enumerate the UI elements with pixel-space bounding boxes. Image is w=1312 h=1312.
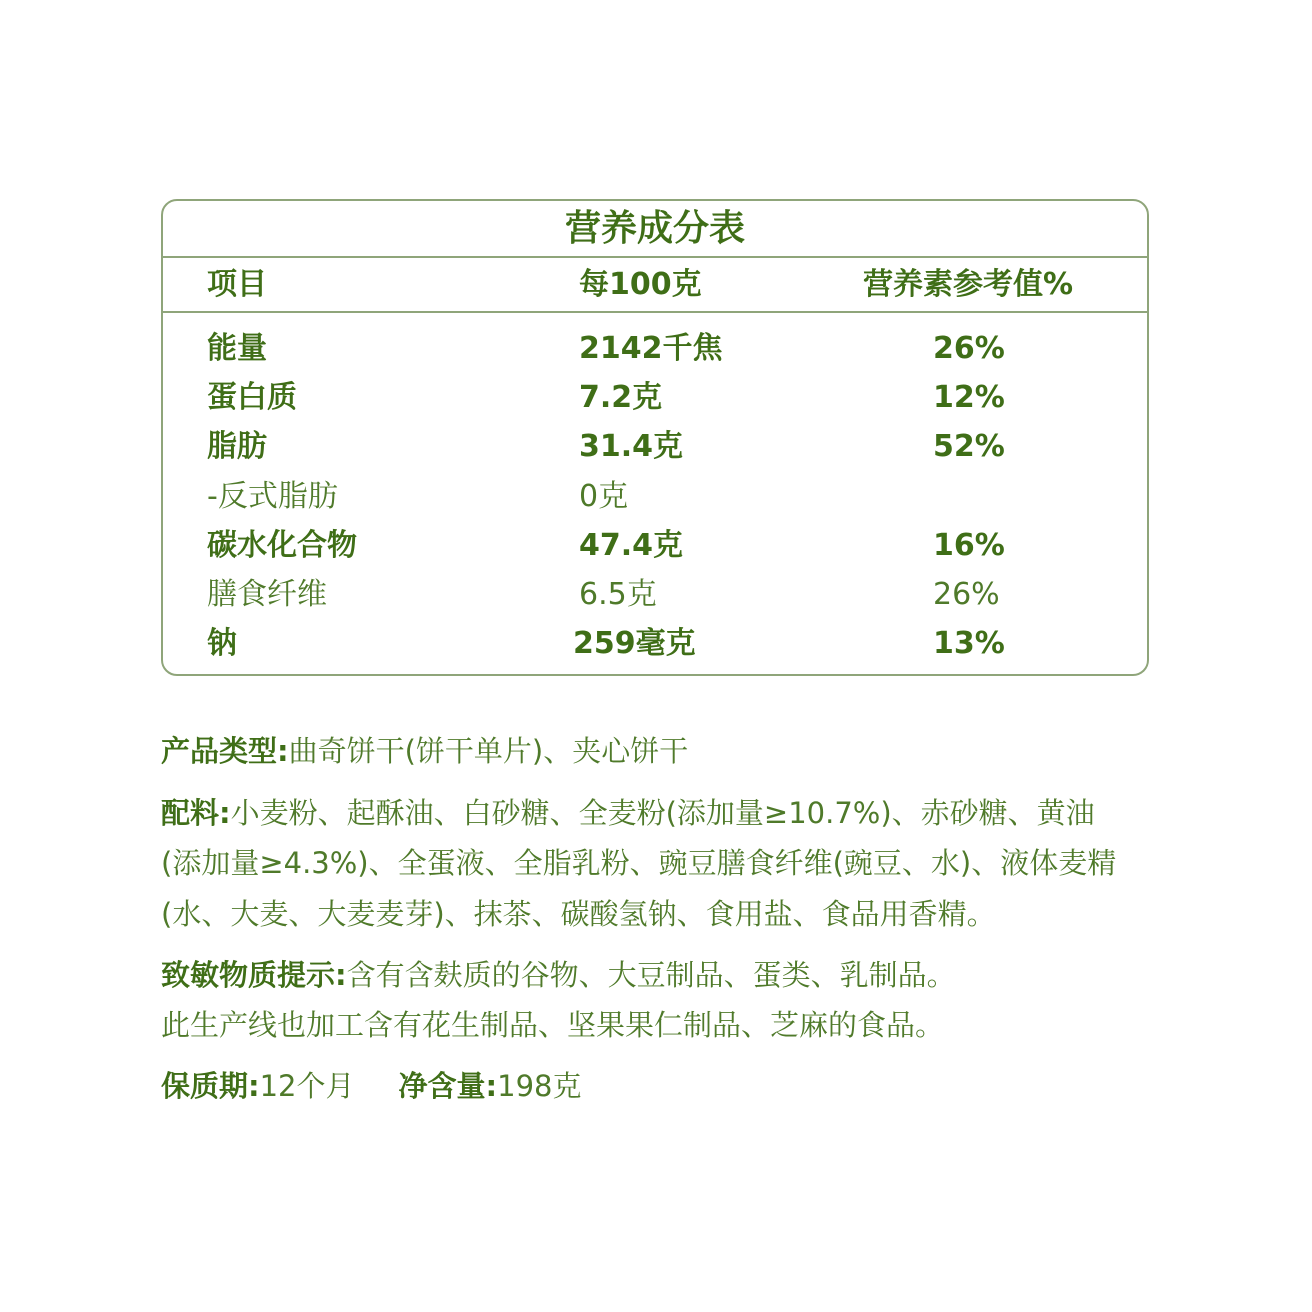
row-item: 膳食纤维	[207, 577, 327, 612]
product-type-line	[161, 731, 688, 771]
ingredients-label: 配料:	[161, 796, 231, 830]
header-nrv: 营养素参考值%	[863, 267, 1074, 302]
table-row	[163, 477, 1147, 517]
allergen-text: 含有含麸质的谷物、大豆制品、蛋类、乳制品。	[346, 958, 956, 992]
nutrition-facts-table	[161, 199, 1149, 676]
allergen-text: 此生产线也加工含有花生制品、坚果果仁制品、芝麻的食品。	[161, 1008, 945, 1042]
ingredients-line-2	[161, 843, 1116, 883]
header-item: 项目	[207, 267, 267, 302]
row-item: 蛋白质	[207, 380, 297, 415]
product-type-value: 曲奇饼干(饼干单片)、夹心饼干	[288, 734, 689, 768]
row-value: 7.2克	[579, 380, 663, 415]
row-nrv: 16%	[933, 528, 1005, 563]
shelf-life-line	[161, 1066, 581, 1106]
ingredients-line-1	[161, 793, 1095, 833]
row-value: 0克	[579, 479, 629, 514]
ingredients-line-3	[161, 894, 996, 934]
row-item: 能量	[207, 331, 267, 366]
header-per-100g: 每100克	[579, 267, 702, 302]
row-value: 6.5克	[579, 577, 657, 612]
row-value: 2142千焦	[579, 331, 723, 366]
row-nrv: 13%	[933, 626, 1005, 661]
row-nrv: 26%	[933, 331, 1005, 366]
row-value: 31.4克	[579, 429, 684, 464]
shelf-life-label: 保质期:	[161, 1069, 260, 1103]
title-divider	[163, 256, 1147, 258]
table-header-row	[163, 265, 1147, 305]
table-row	[163, 378, 1147, 418]
row-nrv: 26%	[933, 577, 1000, 612]
allergen-line-1	[161, 955, 956, 995]
ingredients-text: (水、大麦、大麦麦芽)、抹茶、碳酸氢钠、食用盐、食品用香精。	[161, 897, 996, 931]
table-row	[163, 329, 1147, 369]
row-item: 钠	[207, 626, 237, 661]
row-value: 259毫克	[573, 626, 696, 661]
allergen-line-2	[161, 1005, 944, 1045]
net-content-label: 净含量:	[398, 1069, 498, 1103]
table-title: 营养成分表	[564, 208, 745, 249]
table-row	[163, 575, 1147, 615]
shelf-life-value: 12个月	[259, 1069, 355, 1103]
ingredients-text: (添加量≥4.3%)、全蛋液、全脂乳粉、豌豆膳食纤维(豌豆、水)、液体麦精	[161, 846, 1117, 880]
row-nrv: 12%	[933, 380, 1005, 415]
table-row	[163, 427, 1147, 467]
header-divider	[163, 311, 1147, 313]
row-value: 47.4克	[579, 528, 684, 563]
row-item: -反式脂肪	[207, 479, 338, 514]
allergen-label: 致敏物质提示:	[161, 958, 347, 992]
ingredients-text: 小麦粉、起酥油、白砂糖、全麦粉(添加量≥10.7%)、赤砂糖、黄油	[230, 796, 1095, 830]
product-type-label: 产品类型:	[161, 734, 289, 768]
net-content-value: 198克	[497, 1069, 582, 1103]
table-row	[163, 526, 1147, 566]
row-item: 脂肪	[207, 429, 267, 464]
row-nrv: 52%	[933, 429, 1005, 464]
table-row	[163, 624, 1147, 664]
row-item: 碳水化合物	[207, 528, 357, 563]
